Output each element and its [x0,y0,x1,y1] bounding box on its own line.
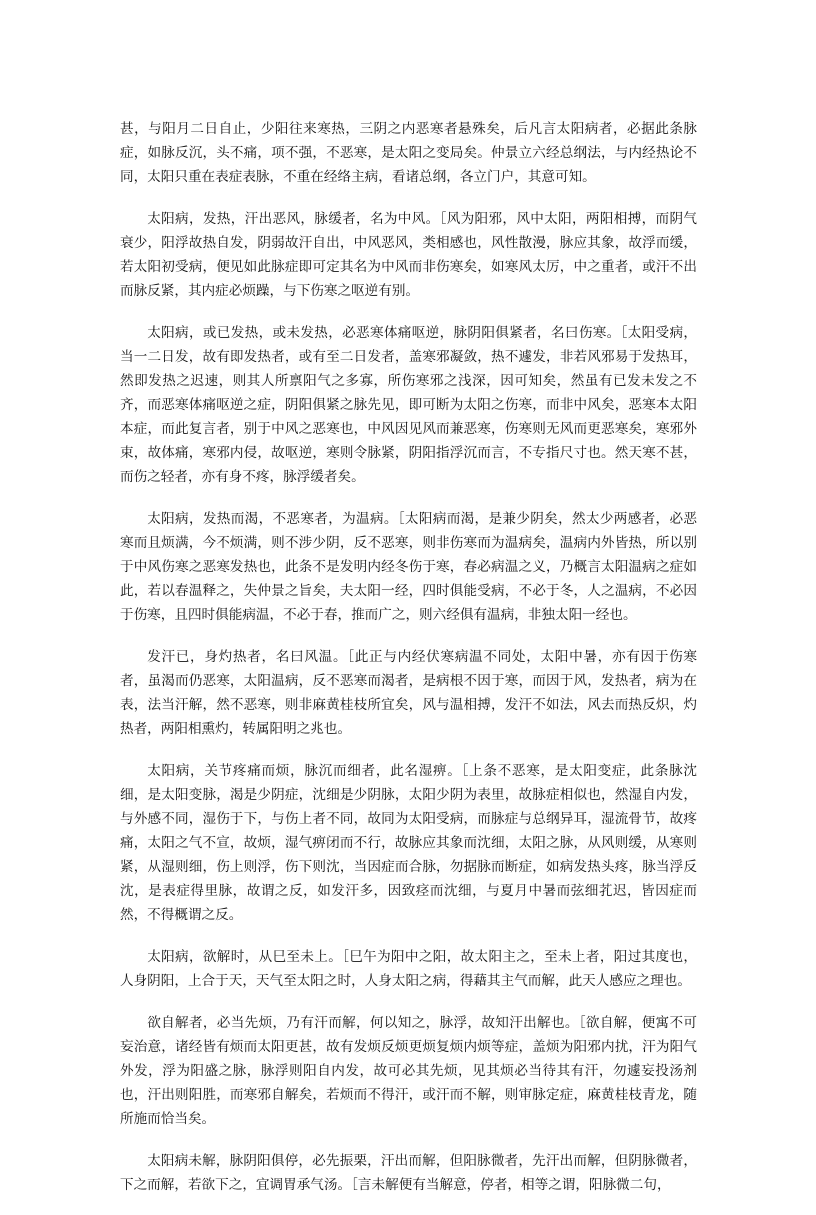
paragraph-6: 太阳病，关节疼痛而烦，脉沉而细者，此名湿痹。［上条不恶寒，是太阳变症，此条脉沈细，是太阳变脉，渴是少阴症，沈细是少阴脉，太阳少阴为表里，故脉症相似也，然湿自内发，与外感不同，湿伤于下，与伤上者不同，故同为太阳受病，而脉症与总纲异耳，湿流骨节，故疼痛，太阳之气不宣，故烦，湿气痹闭而不行，故脉应其象而沈细，太阳之脉，从风则缓，从寒则紧，从湿则细，伤上则浮，伤下则沈，当因症而合脉，勿据脉而断症，如病发热头疼，脉当浮反沈，是表症得里脉，故谓之反，如发汗多，因致痉而沈细，与夏月中暑而弦细芤迟，皆因症而然，不得概谓之反。 [120,763,697,923]
paragraph-4: 太阳病，发热而渴，不恶寒者，为温病。［太阳病而渴，是兼少阴矣，然太少两感者，必恶寒而且烦满，今不烦满，则不涉少阴，反不恶寒，则非伤寒而为温病矣，温病内外皆热，所以别于中风伤寒之恶寒发热也，此条不是发明内经冬伤于寒，春必病温之义，乃概言太阳温病之症如此，若以春温释之，失仲景之旨矣，夫太阳一经，四时俱能受病，不必于冬，人之温病，不必因于伤寒，且四时俱能病温，不必于春，推而广之，则六经俱有温病，非独太阳一经也。 [120,511,697,623]
paragraph-9: 太阳病未解，脉阴阳俱停，必先振栗，汗出而解，但阳脉微者，先汗出而解，但阴脉微者，下之而解，若欲下之，宜调胃承气汤。［言未解便有当解意，停者，相等之谓，阳脉微二句， [120,1153,697,1193]
paragraph-3: 太阳病，或已发热，或未发热，必恶寒体痛呕逆，脉阴阳俱紧者，名曰伤寒。［太阳受病，当一二日发，故有即发热者，或有至二日发者，盖寒邪凝敛，热不遽发，非若风邪易于发热耳，然即发热之迟速，则其人所禀阳气之多寡，所伤寒邪之浅深，因可知矣，然虽有已发未发之不齐，而恶寒体痛呕逆之症，阴阳俱紧之脉先见，即可断为太阳之伤寒，而非中风矣，恶寒本太阳本症，而此复言者，别于中风之恶寒也，中风因见风而兼恶寒，伤寒则无风而更恶寒矣，寒邪外束，故体痛，寒邪内侵，故呕逆，寒则令脉紧，阴阳指浮沉而言，不专指尺寸也。然天寒不甚，而伤之轻者，亦有身不疼，脉浮缓者矣。 [120,325,697,485]
paragraph-1: 甚，与阳月二日自止，少阳往来寒热，三阴之内恶寒者悬殊矣，后凡言太阳病者，必据此条脉症，如脉反沉，头不痛，项不强，不恶寒，是太阳之变局矣。仲景立六经总纲法，与内经热论不同，太阳只重在表症表脉，不重在经络主病，看诸总纲，各立门户，其意可知。 [120,121,697,185]
paragraph-8: 欲自解者，必当先烦，乃有汗而解，何以知之，脉浮，故知汗出解也。［欲自解，便寓不可妄治意，诸经皆有烦而太阳更甚，故有发烦反烦更烦复烦内烦等症，盖烦为阳邪内扰，汗为阳气外发，浮为阳盛之脉，脉浮则阳自内发，故可必其先烦，见其烦必当待其有汗，勿遽妄投汤剂也，汗出则阳胜，而寒邪自解矣，若烦而不得汗，或汗而不解，则审脉定症，麻黄桂枝青龙，随所施而恰当矣。 [120,1015,697,1127]
paragraph-2: 太阳病，发热，汗出恶风，脉缓者，名为中风。［风为阳邪，风中太阳，两阳相搏，而阴气衰少，阳浮故热自发，阴弱故汗自出，中风恶风，类相感也，风性散漫，脉应其象，故浮而缓，若太阳初受病，便见如此脉症即可定其名为中风而非伤寒矣，如寒风太厉，中之重者，或汗不出而脉反紧，其内症必烦躁，与下伤寒之呕逆有别。 [120,211,697,299]
paragraph-5: 发汗已，身灼热者，名曰风温。［此正与内经伏寒病温不同处，太阳中暑，亦有因于伤寒者，虽渴而仍恶寒，太阳温病，反不恶寒而渴者，是病根不因于寒，而因于风，发热者，病为在表，法当汗解，然不恶寒，则非麻黄桂枝所宜矣，风与温相搏，发汗不如法，风去而热反炽，灼热者，两阳相熏灼，转属阳明之兆也。 [120,649,697,737]
document-page [120,117,697,1215]
paragraph-7: 太阳病，欲解时，从巳至未上。［巳午为阳中之阳，故太阳主之，至未上者，阳过其度也，人身阴阳，上合于天，天气至太阳之时，人身太阳之病，得藉其主气而解，此天人感应之理也。 [120,949,697,989]
